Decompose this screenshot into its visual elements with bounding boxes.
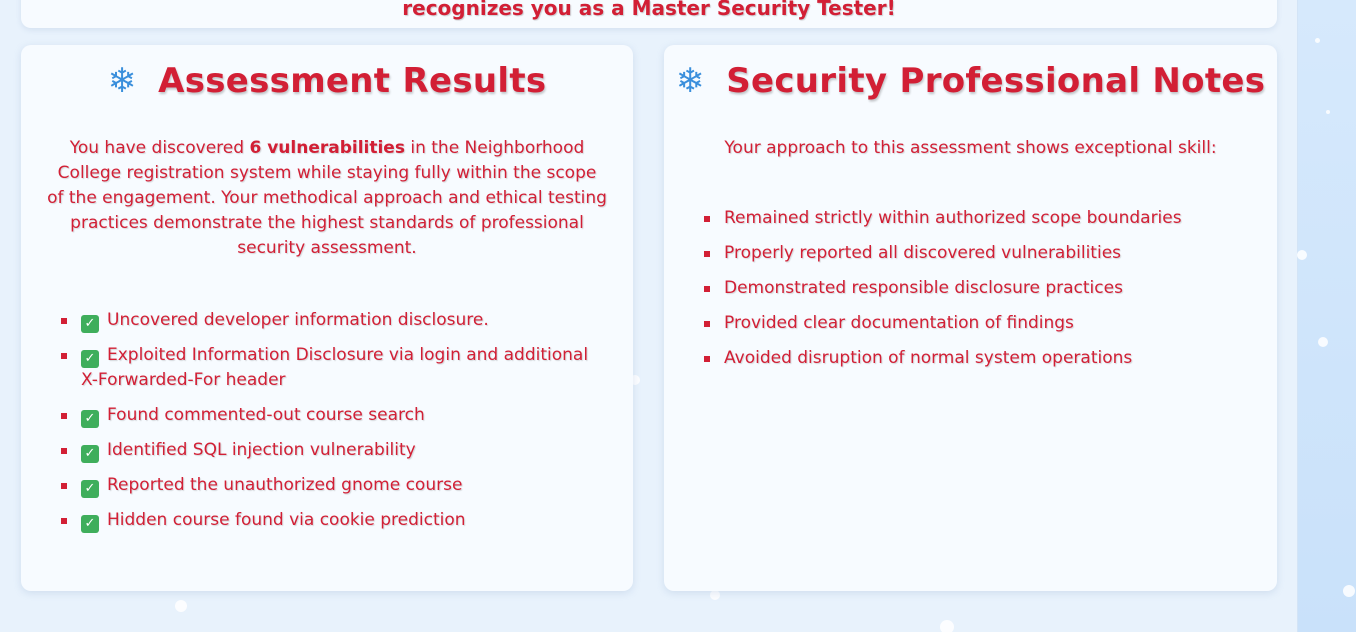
notes-list xyxy=(664,206,1277,371)
list-item xyxy=(61,343,593,393)
list-item-text: Uncovered developer information disclosure. xyxy=(107,310,489,330)
checkmark-icon: ✓ xyxy=(81,315,99,333)
assessment-results-title: Assessment Results xyxy=(158,61,547,101)
snowflake-decoration xyxy=(1297,250,1307,260)
checkmark-icon: ✓ xyxy=(81,410,99,428)
list-item-text: Avoided disruption of normal system operations xyxy=(724,348,1133,368)
list-item xyxy=(61,438,593,463)
list-item-text: Identified SQL injection vulnerability xyxy=(107,440,416,460)
security-notes-header xyxy=(664,59,1277,103)
banner-text: recognizes you as a Master Security Tester! xyxy=(402,0,896,20)
snowflake-decoration xyxy=(710,590,720,600)
list-item-text: Provided clear documentation of findings xyxy=(724,313,1074,333)
security-notes-card xyxy=(664,45,1277,591)
snowflake-decoration xyxy=(175,600,187,612)
bullet xyxy=(704,286,710,292)
bullet xyxy=(61,518,67,524)
bullet xyxy=(61,353,67,359)
list-item xyxy=(704,276,1237,301)
snowflake-decoration xyxy=(1315,38,1320,43)
checkmark-icon: ✓ xyxy=(81,445,99,463)
checkmark-icon: ✓ xyxy=(81,515,99,533)
list-item-text: Remained strictly within authorized scope boundaries xyxy=(724,208,1182,228)
vulnerability-count: 6 vulnerabilities xyxy=(249,138,405,158)
snowflake-icon: ❄ xyxy=(107,61,137,101)
list-item-text: Exploited Information Disclosure via login and additional X-Forwarded-For header xyxy=(81,345,589,390)
checkmark-icon: ✓ xyxy=(81,350,99,368)
list-item xyxy=(61,403,593,428)
bullet xyxy=(61,318,67,324)
summary-text: in the Neighborhood College registration system while staying fully within the scope of the engagement. Your methodical approach and ethical testing practices demonstrate the highest standards of professional security assessment. xyxy=(47,138,607,258)
bullet xyxy=(61,448,67,454)
list-item-text: Hidden course found via cookie prediction xyxy=(107,510,466,530)
checkmark-icon: ✓ xyxy=(81,480,99,498)
bullet xyxy=(704,216,710,222)
results-list xyxy=(21,308,633,533)
assessment-summary xyxy=(47,136,607,261)
snowflake-decoration xyxy=(1343,585,1355,597)
snowflake-decoration xyxy=(1318,337,1328,347)
bullet xyxy=(704,356,710,362)
list-item xyxy=(704,346,1237,371)
summary-text: You have discovered xyxy=(69,138,250,158)
bullet xyxy=(61,413,67,419)
snowflake-decoration xyxy=(1326,110,1330,114)
list-item-text: Properly reported all discovered vulnerabilities xyxy=(724,243,1122,263)
bullet xyxy=(61,483,67,489)
list-item xyxy=(704,311,1237,336)
list-item-text: Found commented-out course search xyxy=(107,405,425,425)
bullet xyxy=(704,251,710,257)
assessment-results-card xyxy=(21,45,633,591)
list-item xyxy=(704,241,1237,266)
security-notes-title: Security Professional Notes xyxy=(726,61,1266,101)
banner xyxy=(21,0,1277,28)
snowflake-decoration xyxy=(940,620,954,632)
list-item xyxy=(61,508,593,533)
list-item-text: Demonstrated responsible disclosure practices xyxy=(724,278,1123,298)
list-item xyxy=(61,308,593,333)
list-item xyxy=(61,473,593,498)
list-item xyxy=(704,206,1237,231)
list-item-text: Reported the unauthorized gnome course xyxy=(107,475,463,495)
snowflake-icon: ❄ xyxy=(675,61,705,101)
notes-intro: Your approach to this assessment shows exceptional skill: xyxy=(724,138,1217,158)
assessment-results-header xyxy=(21,59,633,103)
bullet xyxy=(704,321,710,327)
